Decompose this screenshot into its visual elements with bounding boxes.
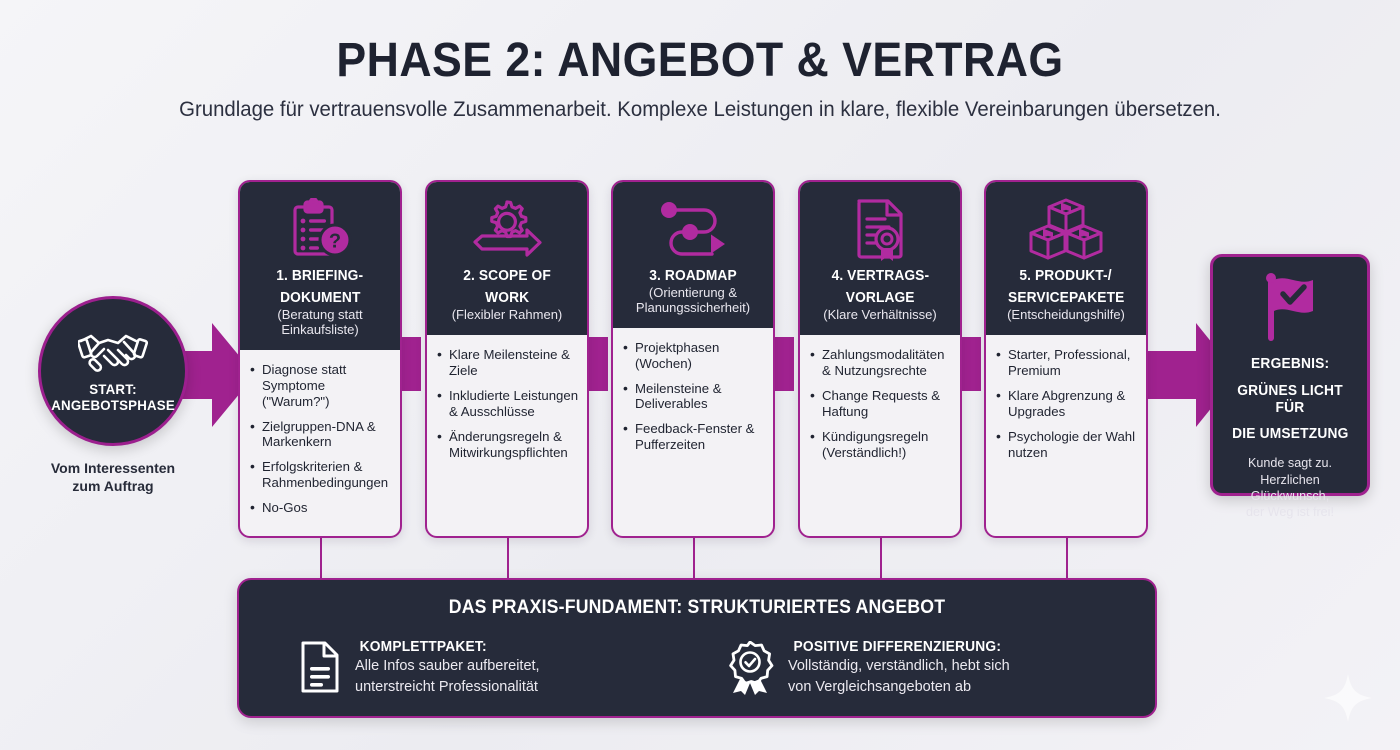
list-item: • Erfolgskriterien & Rahmenbedingungen <box>250 459 392 491</box>
step-card-5[interactable] <box>984 180 1148 538</box>
step-card-5-title-line1: 5. PRODUKT-/ <box>1019 268 1113 284</box>
step-card-1-title-line1: 1. BRIEFING- <box>276 268 364 284</box>
gear-arrow-icon <box>471 196 543 262</box>
foundation-item-1 <box>299 639 668 700</box>
list-item: • Feedback-Fenster & Pufferzeiten <box>623 421 765 453</box>
step-card-5-body <box>986 335 1146 536</box>
foundation-item-2-line1: Vollständig, verständlich, hebt sich <box>788 658 1010 674</box>
svg-text:?: ? <box>328 230 342 253</box>
document-icon <box>299 639 341 698</box>
step-card-5-header <box>986 182 1146 335</box>
foundation-item-2 <box>726 639 1095 700</box>
result-title-line3: DIE UMSETZUNG <box>1231 426 1349 443</box>
step-card-3-title-line1: 3. ROADMAP <box>649 268 737 284</box>
list-item: • No-Gos <box>250 500 392 516</box>
step-card-1-header <box>240 182 400 350</box>
list-item: • Änderungsregeln & Mitwirkungspflichten <box>437 429 579 461</box>
roadmap-icon <box>656 196 730 262</box>
start-node <box>38 296 188 495</box>
step-card-1-body <box>240 350 400 536</box>
start-caption-line2: zum Auftrag <box>72 477 154 494</box>
award-ribbon-icon <box>726 639 774 700</box>
boxes-icon <box>1028 196 1104 262</box>
foundation-panel <box>237 578 1157 718</box>
list-item: • Starter, Professional, Premium <box>996 347 1138 379</box>
step-card-2-subtitle: (Flexibler Rahmen) <box>451 307 563 323</box>
drop-line-5 <box>1066 538 1068 580</box>
step-card-3[interactable] <box>611 180 775 538</box>
flag-check-icon <box>1257 271 1323 346</box>
start-label-line2: ANGEBOTSPHASE <box>51 396 175 413</box>
list-item: • Change Requests & Haftung <box>810 388 952 420</box>
list-item: • Psychologie der Wahl nutzen <box>996 429 1138 461</box>
page-title: PHASE 2: ANGEBOT & VERTRAG <box>336 34 1064 87</box>
step-card-4-subtitle: (Klare Verhältnisse) <box>823 307 937 323</box>
result-sub-line2: Herzlichen Glückwunsch, <box>1250 472 1330 503</box>
step-card-4-title-line2: VORLAGE <box>845 290 915 307</box>
step-card-4-title-line1: 4. VERTRAGS- <box>831 268 929 284</box>
step-card-4-body <box>800 335 960 536</box>
list-item: • Klare Meilensteine & Ziele <box>437 347 579 379</box>
step-card-4-header <box>800 182 960 335</box>
step-card-4[interactable] <box>798 180 962 538</box>
list-item: • Kündigungsregeln (Verständlich!) <box>810 429 952 461</box>
result-title-line1: ERGEBNIS: <box>1250 356 1330 372</box>
step-card-2-body <box>427 335 587 536</box>
foundation-item-1-line2: unterstreicht Professionalität <box>355 679 538 696</box>
drop-line-3 <box>693 538 695 580</box>
start-label-line1: START: <box>89 380 137 397</box>
step-card-5-title-line2: SERVICEPAKETE <box>1007 290 1125 307</box>
foundation-item-1-line1: Alle Infos sauber aufbereitet, <box>355 658 540 674</box>
list-item: • Inkludierte Leistungen & Ausschlüsse <box>437 388 579 420</box>
sparkle-icon <box>1318 668 1378 728</box>
list-item: • Klare Abgrenzung & Upgrades <box>996 388 1138 420</box>
step-card-1-title-line2: DOKUMENT <box>279 290 361 307</box>
result-sub-line3: der Weg ist frei! <box>1246 505 1334 520</box>
step-card-3-header <box>613 182 773 328</box>
step-card-2[interactable] <box>425 180 589 538</box>
foundation-title: DAS PRAXIS-FUNDAMENT: STRUKTURIERTES ANGEBOT <box>448 597 946 618</box>
start-circle <box>38 296 188 446</box>
result-sub-line1: Kunde sagt zu. <box>1247 456 1333 471</box>
drop-line-2 <box>507 538 509 580</box>
step-card-3-body <box>613 328 773 536</box>
list-item: • Diagnose statt Symptome ("Warum?") <box>250 362 392 410</box>
foundation-items <box>239 639 1155 700</box>
result-title-line2: GRÜNES LICHT FÜR <box>1237 382 1343 416</box>
foundation-item-2-line2: von Vergleichsangeboten ab <box>788 679 972 696</box>
result-subtext <box>1223 455 1357 520</box>
list-item: • Zielgruppen-DNA & Markenkern <box>250 419 392 451</box>
page-subtitle: Grundlage für vertrauensvolle Zusammenarbeit. Komplexe Leistungen in klare, flexible Vereinbarungen übersetzen. <box>179 98 1221 122</box>
drop-line-4 <box>880 538 882 580</box>
list-item: • Projektphasen (Wochen) <box>623 340 765 372</box>
step-card-2-title-line1: 2. SCOPE OF <box>463 268 551 284</box>
handshake-icon <box>78 329 148 378</box>
foundation-item-1-heading: KOMPLETTPAKET: <box>359 639 487 655</box>
clipboard-question-icon <box>288 196 352 262</box>
list-item: • Meilensteine & Deliverables <box>623 381 765 413</box>
step-card-5-subtitle: (Entscheidungshilfe) <box>1007 307 1125 323</box>
drop-line-1 <box>320 538 322 580</box>
start-caption <box>38 460 188 495</box>
step-card-1[interactable] <box>238 180 402 538</box>
foundation-item-2-heading: POSITIVE DIFFERENZIERUNG: <box>793 639 1002 655</box>
step-card-2-title-line2: WORK <box>485 290 529 307</box>
step-card-1-subtitle: (Beratung statt Einkaufsliste) <box>277 307 363 338</box>
header <box>0 36 1400 122</box>
contract-seal-icon <box>849 196 911 262</box>
step-card-3-subtitle: (Orientierung & Planungssicherheit) <box>635 285 751 316</box>
list-item: • Zahlungsmodalitäten & Nutzungsrechte <box>810 347 952 379</box>
start-caption-line1: Vom Interessenten <box>50 460 176 476</box>
step-card-2-header <box>427 182 587 335</box>
result-box[interactable] <box>1210 254 1370 520</box>
